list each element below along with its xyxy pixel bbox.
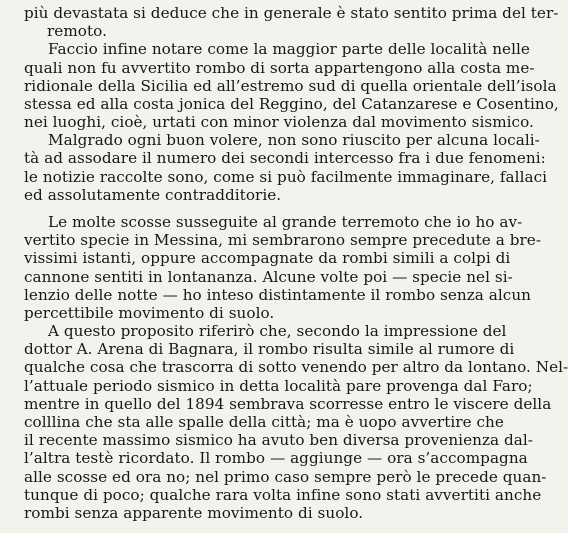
text-line: lenzio delle notte — ho inteso distintamente il rombo senza alcun bbox=[24, 286, 531, 304]
text-line: qualche cosa che trascorra di sotto venendo per altro da lontano. Nel- bbox=[24, 358, 568, 376]
text-line: alle scosse ed ora no; nel primo caso sempre però le precede quan- bbox=[24, 468, 547, 486]
text-line: vissimi istanti, oppure accompagnate da rombi simili a colpi di bbox=[24, 249, 511, 267]
text-line: cannone sentiti in lontananza. Alcune volte poi — specie nel si- bbox=[24, 268, 513, 286]
text-line: nei luoghi, cioè, urtati con minor violenza dal movimento sismico. bbox=[24, 113, 534, 131]
text-line: Le molte scosse susseguite al grande terremoto che io ho av- bbox=[48, 213, 523, 231]
text-line: remoto. bbox=[47, 22, 107, 40]
text-line: dottor A. Arena di Bagnara, il rombo risulta simile al rumore di bbox=[24, 340, 515, 358]
text-line: l’altra testè ricordato. Il rombo — aggiunge — ora s’accompagna bbox=[24, 449, 528, 467]
text-line: mentre in quello del 1894 sembrava scorresse entro le viscere della bbox=[24, 395, 552, 413]
text-line: stessa ed alla costa jonica del Reggino, del Catanzarese e Cosentino, bbox=[24, 95, 559, 113]
text-line: tà ad assodare il numero dei secondi intercesso fra i due fenomeni: bbox=[24, 149, 546, 167]
text-line: le notizie raccolte sono, come si può facilmente immaginare, fallaci bbox=[24, 168, 548, 186]
text-line: Malgrado ogni buon volere, non sono riuscito per alcuna locali- bbox=[48, 131, 540, 149]
text-line: tunque di poco; qualche rara volta infine sono stati avvertiti anche bbox=[24, 486, 542, 504]
text-line: più devastata si deduce che in generale è stato sentito prima del ter- bbox=[24, 4, 559, 22]
text-line: ridionale della Sicilia ed all’estremo sud di quella orientale dell’isola bbox=[24, 77, 557, 95]
text-line: percettibile movimento di suolo. bbox=[24, 304, 275, 322]
text-line: quali non fu avvertito rombo di sorta appartengono alla costa me- bbox=[24, 59, 535, 77]
text-line: vertito specie in Messina, mi sembrarono sempre precedute a bre- bbox=[24, 231, 542, 249]
text-line: l’attuale periodo sismico in detta località pare provenga dal Faro; bbox=[24, 377, 533, 395]
text-line: il recente massimo sismico ha avuto ben diversa provenienza dal- bbox=[24, 431, 533, 449]
text-line: ed assolutamente contradditorie. bbox=[24, 186, 282, 204]
text-line: Faccio infine notare come la maggior parte delle località nelle bbox=[48, 40, 530, 58]
text-line: colllina che sta alle spalle della città; ma è uopo avvertire che bbox=[24, 413, 504, 431]
text-line: rombi senza apparente movimento di suolo. bbox=[24, 504, 364, 522]
text-line: A questo proposito riferirò che, secondo la impressione del bbox=[48, 322, 507, 340]
